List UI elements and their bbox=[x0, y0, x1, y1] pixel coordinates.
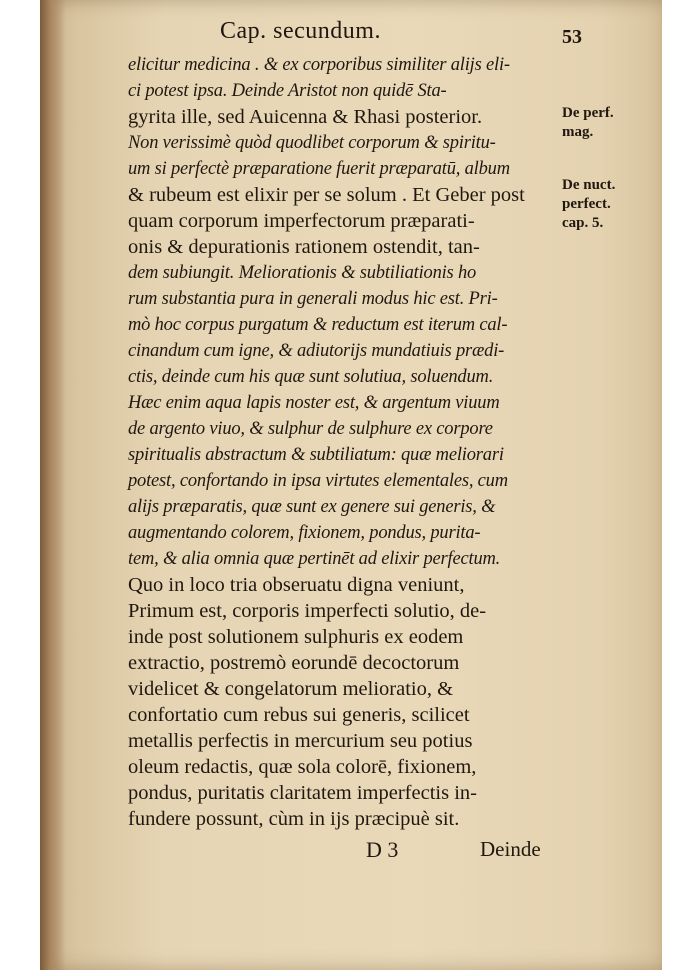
margin-note-line: cap. 5. bbox=[562, 215, 604, 231]
text-line: cinandum cum igne, & adiutorijs mundatiuis prædi- bbox=[128, 341, 505, 361]
text-line: quam corporum imperfectorum præparati- bbox=[128, 210, 475, 232]
margin-note-line: mag. bbox=[562, 124, 594, 140]
text-line: confortatio cum rebus sui generis, scilicet bbox=[128, 704, 470, 726]
text-line: rum substantia pura in generali modus hic est. Pri- bbox=[128, 289, 498, 309]
text-line: dem subiungit. Meliorationis & subtiliationis ho bbox=[128, 263, 477, 283]
text-line: gyrita ille, sed Auicenna & Rhasi posterior. bbox=[128, 106, 483, 128]
text-line: de argento viuo, & sulphur de sulphure ex corpore bbox=[128, 419, 493, 439]
margin-note-line: De nuct. bbox=[562, 177, 616, 193]
text-line: augmentando colorem, fixionem, pondus, purita- bbox=[128, 523, 481, 543]
running-head: Cap. secundum. bbox=[220, 18, 381, 44]
text-line: pondus, puritatis claritatem imperfectis in- bbox=[128, 782, 477, 804]
text-line: Hæc enim aqua lapis noster est, & argentum viuum bbox=[128, 393, 500, 413]
margin-note-de-nuct bbox=[562, 176, 652, 233]
text-line: & rubeum est elixir per se solum . Et Geber post bbox=[128, 184, 525, 206]
text-line: um si perfectè præparatione fuerit præparatū, album bbox=[128, 159, 510, 179]
text-line: Quo in loco tria obseruatu digna veniunt, bbox=[128, 574, 465, 596]
text-line: oleum redactis, quæ sola colorē, fixionem, bbox=[128, 756, 477, 778]
text-line: metallis perfectis in mercurium seu potius bbox=[128, 730, 473, 752]
folio-number: 53 bbox=[562, 26, 582, 48]
text-line: elicitur medicina . & ex corporibus similiter alijs eli- bbox=[128, 55, 510, 75]
text-line: potest, confortando in ipsa virtutes elementales, cum bbox=[128, 471, 508, 491]
text-line: ctis, deinde cum his quæ sunt solutiua, soluendum. bbox=[128, 367, 494, 387]
text-line: mò hoc corpus purgatum & reductum est iterum cal- bbox=[128, 315, 508, 335]
text-line: spiritualis abstractum & subtiliatum: quæ meliorari bbox=[128, 445, 504, 465]
book-page bbox=[40, 0, 662, 970]
text-line: alijs præparatis, quæ sunt ex genere sui generis, & bbox=[128, 497, 496, 517]
body-text bbox=[128, 52, 560, 832]
text-line: videlicet & congelatorum melioratio, & bbox=[128, 678, 454, 700]
text-line: onis & depurationis rationem ostendit, tan- bbox=[128, 236, 480, 258]
signature-mark: D 3 bbox=[366, 837, 399, 862]
text-line: fundere possunt, cùm in ijs præcipuè sit. bbox=[128, 808, 460, 830]
text-line: tem, & alia omnia quæ pertinēt ad elixir perfectum. bbox=[128, 549, 501, 569]
text-line: Non verissimè quòd quodlibet corporum & spiritu- bbox=[128, 133, 496, 153]
text-line: extractio, postremò eorundē decoctorum bbox=[128, 652, 460, 674]
margin-note-line: perfect. bbox=[562, 196, 611, 212]
text-line: ci potest ipsa. Deinde Aristot non quidē Sta- bbox=[128, 81, 447, 101]
margin-note-de-perf bbox=[562, 104, 652, 142]
catchword: Deinde bbox=[480, 837, 541, 861]
margin-note-line: De perf. bbox=[562, 105, 614, 121]
page-gutter bbox=[40, 0, 66, 970]
text-line: Primum est, corporis imperfecti solutio, de- bbox=[128, 600, 487, 622]
text-line: inde post solutionem sulphuris ex eodem bbox=[128, 626, 464, 648]
